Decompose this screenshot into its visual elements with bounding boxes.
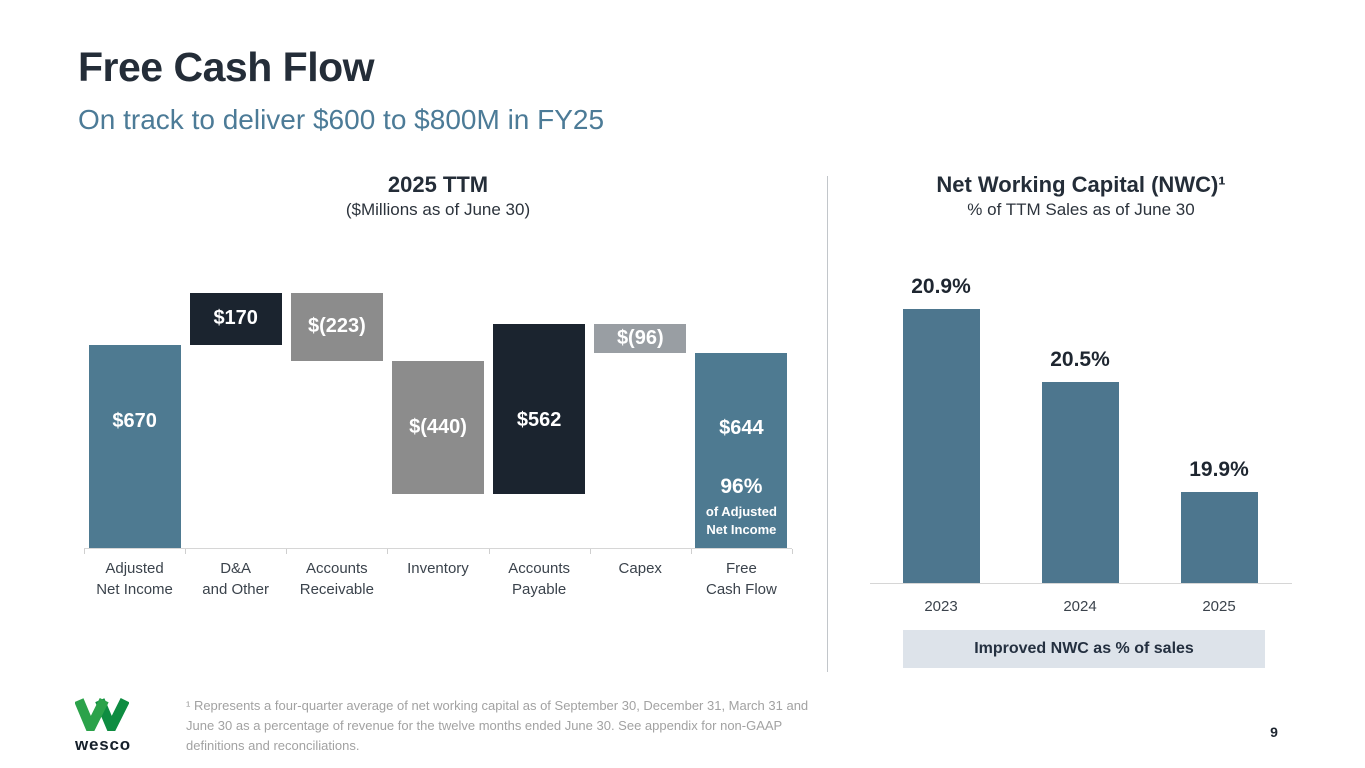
fcf-percent-label: 96%	[720, 474, 763, 498]
footnote-text: ¹ Represents a four-quarter average of net working capital as of September 30, December 31, March 31 and June 30 as a percentage of revenue for the twelve months ended June 30. See appendix for non-GAAP definitions and reconciliations.	[186, 698, 809, 754]
fcf-caption-line: of Adjusted	[705, 503, 777, 519]
category-label-line: Capex	[618, 560, 662, 577]
waterfall-axis-tick	[185, 549, 186, 554]
category-label-line: Inventory	[407, 560, 469, 577]
category-label-line: Accounts	[305, 560, 368, 577]
waterfall-bar-label: $(223)	[307, 315, 366, 338]
waterfall-chart-title: 2025 TTM	[387, 172, 489, 197]
waterfall-chart-subtitle: ($Millions as of June 30)	[345, 200, 531, 219]
waterfall-axis-tick	[84, 549, 85, 554]
waterfall-category-label	[286, 558, 387, 600]
category-label-line: D&A	[220, 560, 252, 577]
nwc-value-label: 20.9%	[911, 274, 971, 298]
waterfall-bar-2	[291, 293, 383, 361]
category-label-line: Adjusted	[105, 560, 164, 577]
waterfall-bar-label: $670	[112, 409, 157, 432]
nwc-bar-2024	[1042, 382, 1119, 583]
waterfall-category-label	[691, 558, 792, 600]
nwc-value-label: 20.5%	[1050, 347, 1110, 371]
wesco-w-icon	[75, 698, 129, 731]
waterfall-axis-tick	[387, 549, 388, 554]
waterfall-bar-label: $(96)	[616, 326, 664, 349]
page-title: Free Cash Flow	[78, 44, 375, 90]
nwc-callout-banner: Improved NWC as % of sales	[903, 630, 1265, 668]
nwc-chart	[870, 172, 1292, 620]
category-label-line: Free	[726, 560, 757, 577]
fcf-percent-caption	[695, 503, 787, 541]
nwc-chart-title: Net Working Capital (NWC)¹	[936, 172, 1226, 197]
nwc-category-label: 2025	[1202, 598, 1236, 615]
nwc-plot-area	[870, 274, 1292, 620]
nwc-category-label: 2023	[924, 598, 958, 615]
waterfall-bar-6	[695, 353, 787, 549]
waterfall-bar-label: $562	[516, 409, 562, 432]
waterfall-bar-1	[190, 293, 282, 345]
page-number: 9	[1270, 724, 1278, 740]
category-label-line: Cash Flow	[706, 581, 777, 598]
waterfall-chart	[84, 172, 792, 598]
category-label-line: Accounts	[508, 560, 570, 577]
page-subtitle: On track to deliver $600 to $800M in FY25	[78, 104, 605, 135]
nwc-chart-subtitle: % of TTM Sales as of June 30	[967, 200, 1195, 219]
waterfall-axis-tick	[792, 549, 793, 554]
waterfall-axis-tick	[691, 549, 692, 554]
category-label-line: Net Income	[96, 581, 173, 598]
waterfall-axis-tick	[489, 549, 490, 554]
waterfall-bar-4	[493, 324, 585, 495]
waterfall-category-label	[489, 558, 590, 600]
category-label-line: Payable	[512, 581, 567, 598]
waterfall-bar-label: $644	[719, 416, 764, 439]
waterfall-bar-5	[594, 324, 686, 353]
nwc-bar-2023	[903, 309, 980, 584]
nwc-x-axis-line	[870, 583, 1292, 584]
nwc-bar-2025	[1181, 492, 1258, 584]
fcf-caption-line: Net Income	[706, 522, 777, 538]
nwc-value-label: 19.9%	[1189, 457, 1249, 481]
waterfall-axis-tick	[590, 549, 591, 554]
category-label-line: Receivable	[299, 581, 374, 598]
category-label-line: and Other	[202, 581, 269, 598]
waterfall-category-label	[387, 558, 488, 579]
waterfall-category-label	[590, 558, 691, 579]
waterfall-category-label	[185, 558, 286, 600]
section-divider-line	[827, 176, 828, 672]
waterfall-bar-label: $(440)	[409, 415, 467, 438]
waterfall-axis-tick	[286, 549, 287, 554]
waterfall-bar-0	[89, 345, 181, 548]
wesco-wordmark: wesco	[75, 735, 131, 754]
waterfall-plot-area	[84, 284, 792, 598]
waterfall-x-axis-line	[84, 548, 792, 549]
nwc-category-label: 2024	[1063, 598, 1097, 615]
waterfall-bar-3	[392, 361, 484, 495]
waterfall-category-label	[84, 558, 185, 600]
waterfall-bar-label: $170	[213, 307, 258, 330]
wesco-logo	[75, 698, 145, 755]
